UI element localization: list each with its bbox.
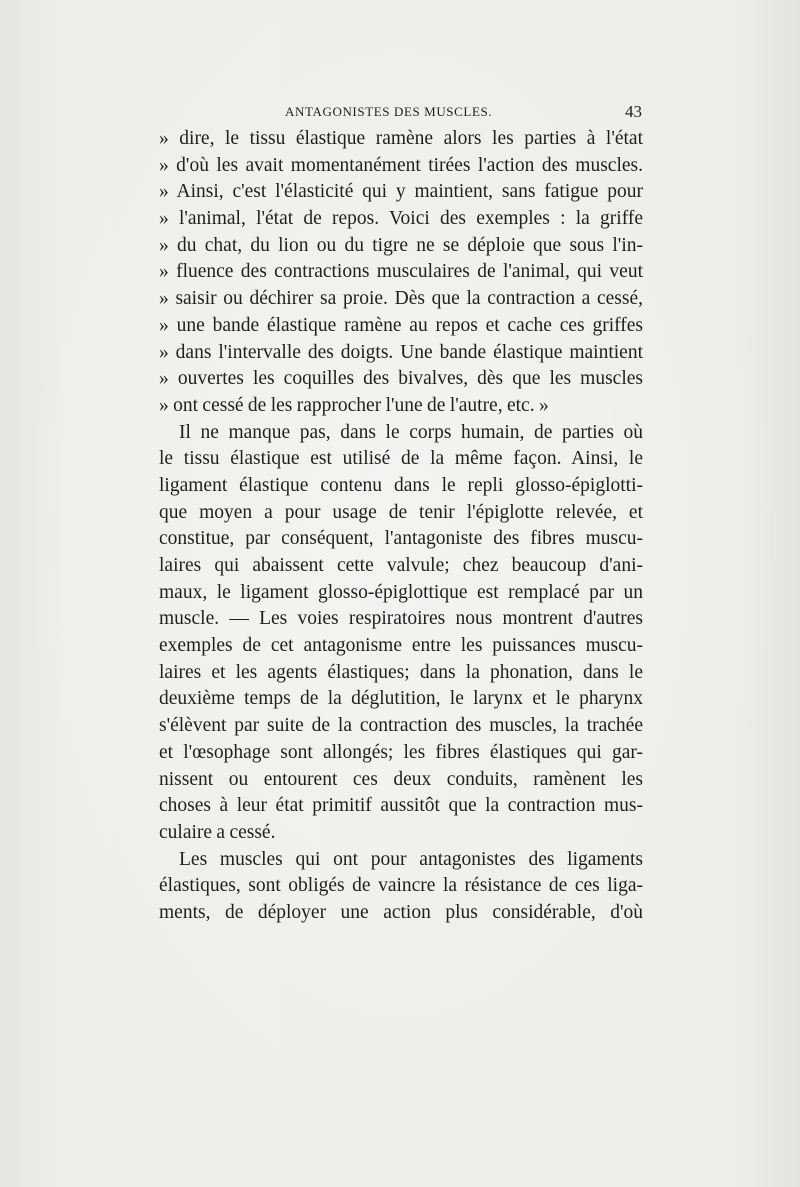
text-line: » Ainsi, c'est l'élasticité qui y maintient, sans fatigue pour xyxy=(159,181,643,203)
text-line: et l'œsophage sont allongés; les fibres élastiques qui gar- xyxy=(159,741,643,763)
text-line: » l'animal, l'état de repos. Voici des exemples : la griffe xyxy=(159,208,643,230)
text-line: » fluence des contractions musculaires de l'animal, qui veut xyxy=(159,261,643,283)
text-line: laires qui abaissent cette valvule; chez beaucoup d'ani- xyxy=(159,555,643,576)
text-line: culaire a cessé. xyxy=(159,821,276,843)
text-line: muscle. — Les voies respiratoires nous montrent d'autres xyxy=(159,608,643,630)
text-line: nissent ou entourent ces deux conduits, ramènent les xyxy=(159,768,643,790)
page-number: 43 xyxy=(625,102,642,121)
text-line: élastiques, sont obligés de vaincre la résistance de ces liga- xyxy=(159,875,643,897)
text-line: ligament élastique contenu dans le repli glosso-épiglotti- xyxy=(159,474,643,496)
text-line: choses à leur état primitif aussitôt que la contraction mus- xyxy=(159,795,643,817)
text-line: » une bande élastique ramène au repos et cache ces griffes xyxy=(159,314,643,336)
text-line: » ouvertes les coquilles des bivalves, dès que les muscles xyxy=(159,368,643,390)
text-line: » d'où les avait momentanément tirées l'action des muscles. xyxy=(159,154,643,176)
body-text xyxy=(159,126,643,927)
text-line: s'élèvent par suite de la contraction des muscles, la trachée xyxy=(159,715,643,737)
text-line: laires et les agents élastiques; dans la phonation, dans le xyxy=(159,661,643,683)
text-line: » saisir ou déchirer sa proie. Dès que la contraction a cessé, xyxy=(159,288,643,310)
text-line: ments, de déployer une action plus considérable, d'où xyxy=(159,901,643,923)
text-line: » dans l'intervalle des doigts. Une bande élastique maintient xyxy=(159,341,643,363)
text-line: le tissu élastique est utilisé de la même façon. Ainsi, le xyxy=(159,448,643,470)
text-line: constitue, par conséquent, l'antagoniste des fibres muscu- xyxy=(159,528,643,550)
page-header xyxy=(160,104,642,126)
text-line: maux, le ligament glosso-épiglottique est remplacé par un xyxy=(159,581,643,603)
text-line: exemples de cet antagonisme entre les puissances muscu- xyxy=(159,635,643,657)
running-head: ANTAGONISTES DES MUSCLES. xyxy=(285,104,493,119)
text-line: » ont cessé de les rapprocher l'une de l'autre, etc. » xyxy=(159,394,549,416)
paragraph-start-line: Les muscles qui ont pour antagonistes des ligaments xyxy=(179,848,643,870)
text-line: que moyen a pour usage de tenir l'épiglotte relevée, et xyxy=(159,501,643,523)
text-line: » du chat, du lion ou du tigre ne se déploie que sous l'in- xyxy=(159,234,643,256)
paragraph-start-line: Il ne manque pas, dans le corps humain, de parties où xyxy=(179,421,643,443)
text-line: deuxième temps de la déglutition, le larynx et le pharynx xyxy=(159,688,643,710)
text-line: » dire, le tissu élastique ramène alors les parties à l'état xyxy=(159,128,643,149)
